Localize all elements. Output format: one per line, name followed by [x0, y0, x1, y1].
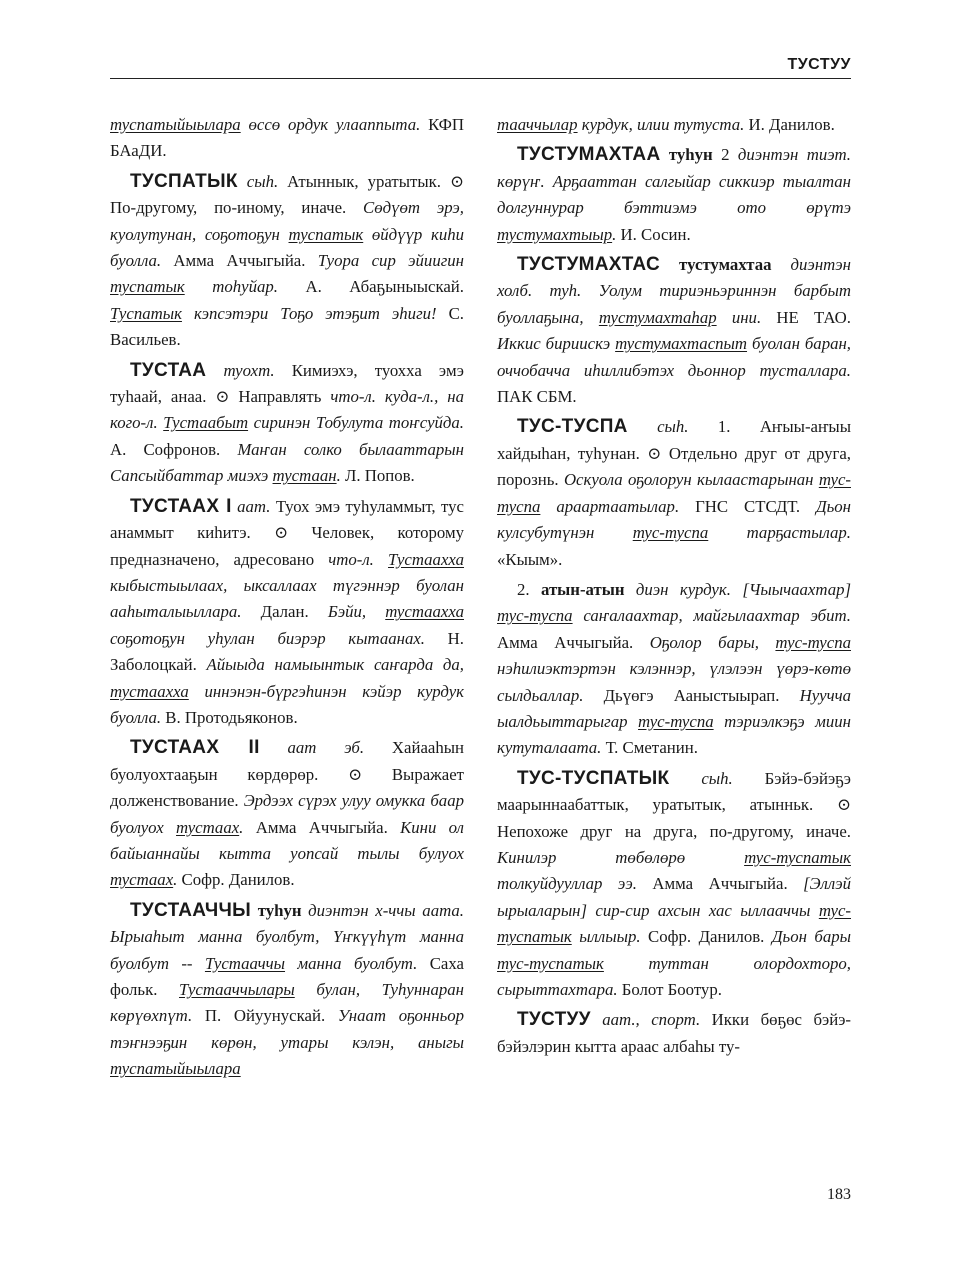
entry-tustuu: ТУСТУУ аат., спорт. Икки бөҕөс бэйэ-бэйэлэрин кытта араас албаһы ту- — [497, 1009, 852, 1056]
entry-tuspatyk: ТУСПАТЫК сыһ. Атыннык, уратытык. ⊙ По-другому, по-иному, иначе. Сөдүөт эрэ, куолутунан, соҕотоҕун туспатык өйдүүр киһи буолла. Амма Аччыгыйа. Туора сир эйиигин туспатык тоһуйар. А. Абаҕыныыскай. Туспатык кэпсэтэри Тоҕо этэҕит эһиги! С. Васильев. — [110, 170, 464, 350]
headword: ТУС-ТУСПАТЫК — [517, 767, 670, 789]
entry-tustaa: ТУСТАА туохт. Кимиэхэ, туохха эмэ туһаай, анаа. ⊙ Направлять что-л. куда-л., на кого-л. Тустаабыт сиринэн Тобулута тоҥсуйда. А. Софронов. Маҥан солко былааттарын Сапсыйбаттар миэхэ тустаан. Л. Попов. — [110, 359, 464, 486]
entry-tustaachchy: ТУСТААЧЧЫ туһун диэнтэн х-ччы аата. Ырыаһыт манна буолбут, Үҥкүүһүт манна буолбут -- Тустааччы манна буолбут. Саха фольк. Тустааччылары булан, Туһуннаран көрүөхпүт. П. Ойуунускай. Унаат оҕонньор тэҥнээҕин көрөн, утары кэлэн, аныгы туспатыйыылара — [110, 899, 464, 1079]
headword: ТУСТААЧЧЫ — [130, 899, 252, 921]
right-column — [497, 112, 851, 1060]
headword: ТУСТУМАХТАА — [517, 144, 661, 166]
entry-continuation: туспатыйыылара өссө ордук улааппыта. КФП БАаДИ. — [110, 115, 465, 161]
headword: ТУСТААХ I — [130, 495, 232, 517]
running-head — [110, 52, 851, 79]
entry-tus-tuspa-sense-2: 2. атын-атын диэн курдук. [Чыычаахтар] тус-туспа саҥалаахтар, майгылаахтар эбит. Амма Аччыгыйа. Оҕолор бары, тус-туспа нэһилиэктэртэн кэлэннэр, үлэлээн үөрэ-көтө сылдьаллар. Дьүөгэ Ааныстыырап. Нуучча ыалдьыттарыгар тус-туспа тэриэлкэҕэ миин кутуталаата. Т. Сметанин. — [497, 579, 852, 758]
headword: ТУСТУМАХТАС — [517, 254, 660, 276]
page-number: 183 — [827, 1186, 851, 1203]
headword: ТУСТУУ — [517, 1009, 591, 1031]
headword: ТУСПАТЫК — [130, 170, 238, 192]
entry-tus-tuspatyk: ТУС-ТУСПАТЫК сыһ. Бэйэ-бэйэҕэ маарыннаабаттык, уратытык, атынньк. ⊙ Непохоже друг на друга, по-другому, иначе. Кинилэр төбөлөрө тус-туспатык толкуйдууллар ээ. Амма Аччыгыйа. [Эллэй ырыаларын] сир-сир ахсын хас ыллааччы тус-туспатык ыллыыр. Софр. Данилов. Дьон бары тус-туспатык туттан олордохторо, сырыттахтара. Болот Боотур. — [497, 767, 852, 999]
entry-tus-tuspa: ТУС-ТУСПА сыһ. 1. Аҥыы-аҥыы хайдыһан, туһунан. ⊙ Отдельно друг от друга, порознь. Оскуола оҕолорун кылаастарынан тус-туспа араартаатылар. ГНС СТСДТ. Дьон кулсубутүнэн тус-туспа тарҕастылар. «Кыым». — [497, 416, 851, 569]
headword: ТУСТАА — [130, 359, 207, 381]
entry-continuation: тааччылар курдук, илии тутуста. И. Данилов. — [497, 115, 835, 134]
entry-tustumakhtaa: ТУСТУМАХТАА туһун 2 диэнтэн тиэт. көрүҥ. Арҕааттан салгыйар сиккиэр тыалтан долгуннурар бэттиэмэ ото өрүтэ тустумахтыыр. И. Сосин. — [497, 144, 851, 244]
headword: ТУСТААХ II — [130, 737, 260, 759]
headword: ТУС-ТУСПА — [517, 416, 628, 438]
entry-tustaakh-2: ТУСТААХ II аат эб. Хайааһын буолуохтааҕын көрдөрөр. ⊙ Выражает долженствование. Эрдээх сүрэх улуу омукка баар буолуох тустаах. Амма Аччыгыйа. Кини ол байыаннайы кытта уопсай тылы булуох тустаах. Софр. Данилов. — [110, 737, 464, 890]
entry-tustumakhtas: ТУСТУМАХТАС тустумахтаа диэнтэн холб. туһ. Уолум тириэньэриннэн барбыт буоллаҕына, тустумахтаһар ини. НЕ ТАО. Иккис бириискэ тустумахтаспыт буолан баран, оччобачча иһиллибэтэх дьоннор тусталлара. ПАК СБМ. — [497, 254, 852, 407]
entry-tustaakh-1: ТУСТААХ I аат. Туох эмэ туһуламмыт, тус анаммыт киһитэ. ⊙ Человек, которому предназначено, адресовано что-л. Тустаахха кыбыстыылаах, ыксаллаах түгэннэр буолан ааһыталыыллара. Далан. Бэйи, тустаахха соҕотоҕун уһулан биэрэр кытаанах. Н. Заболоцкай. Айыыда намыынтык саҥарда да, тустаахха иннэнэн-бүргэһинэн кэйэр курдук буолла. В. Протодьяконов. — [110, 495, 465, 727]
left-column — [110, 112, 464, 1083]
running-head-title: ТУСТУУ — [787, 56, 851, 73]
